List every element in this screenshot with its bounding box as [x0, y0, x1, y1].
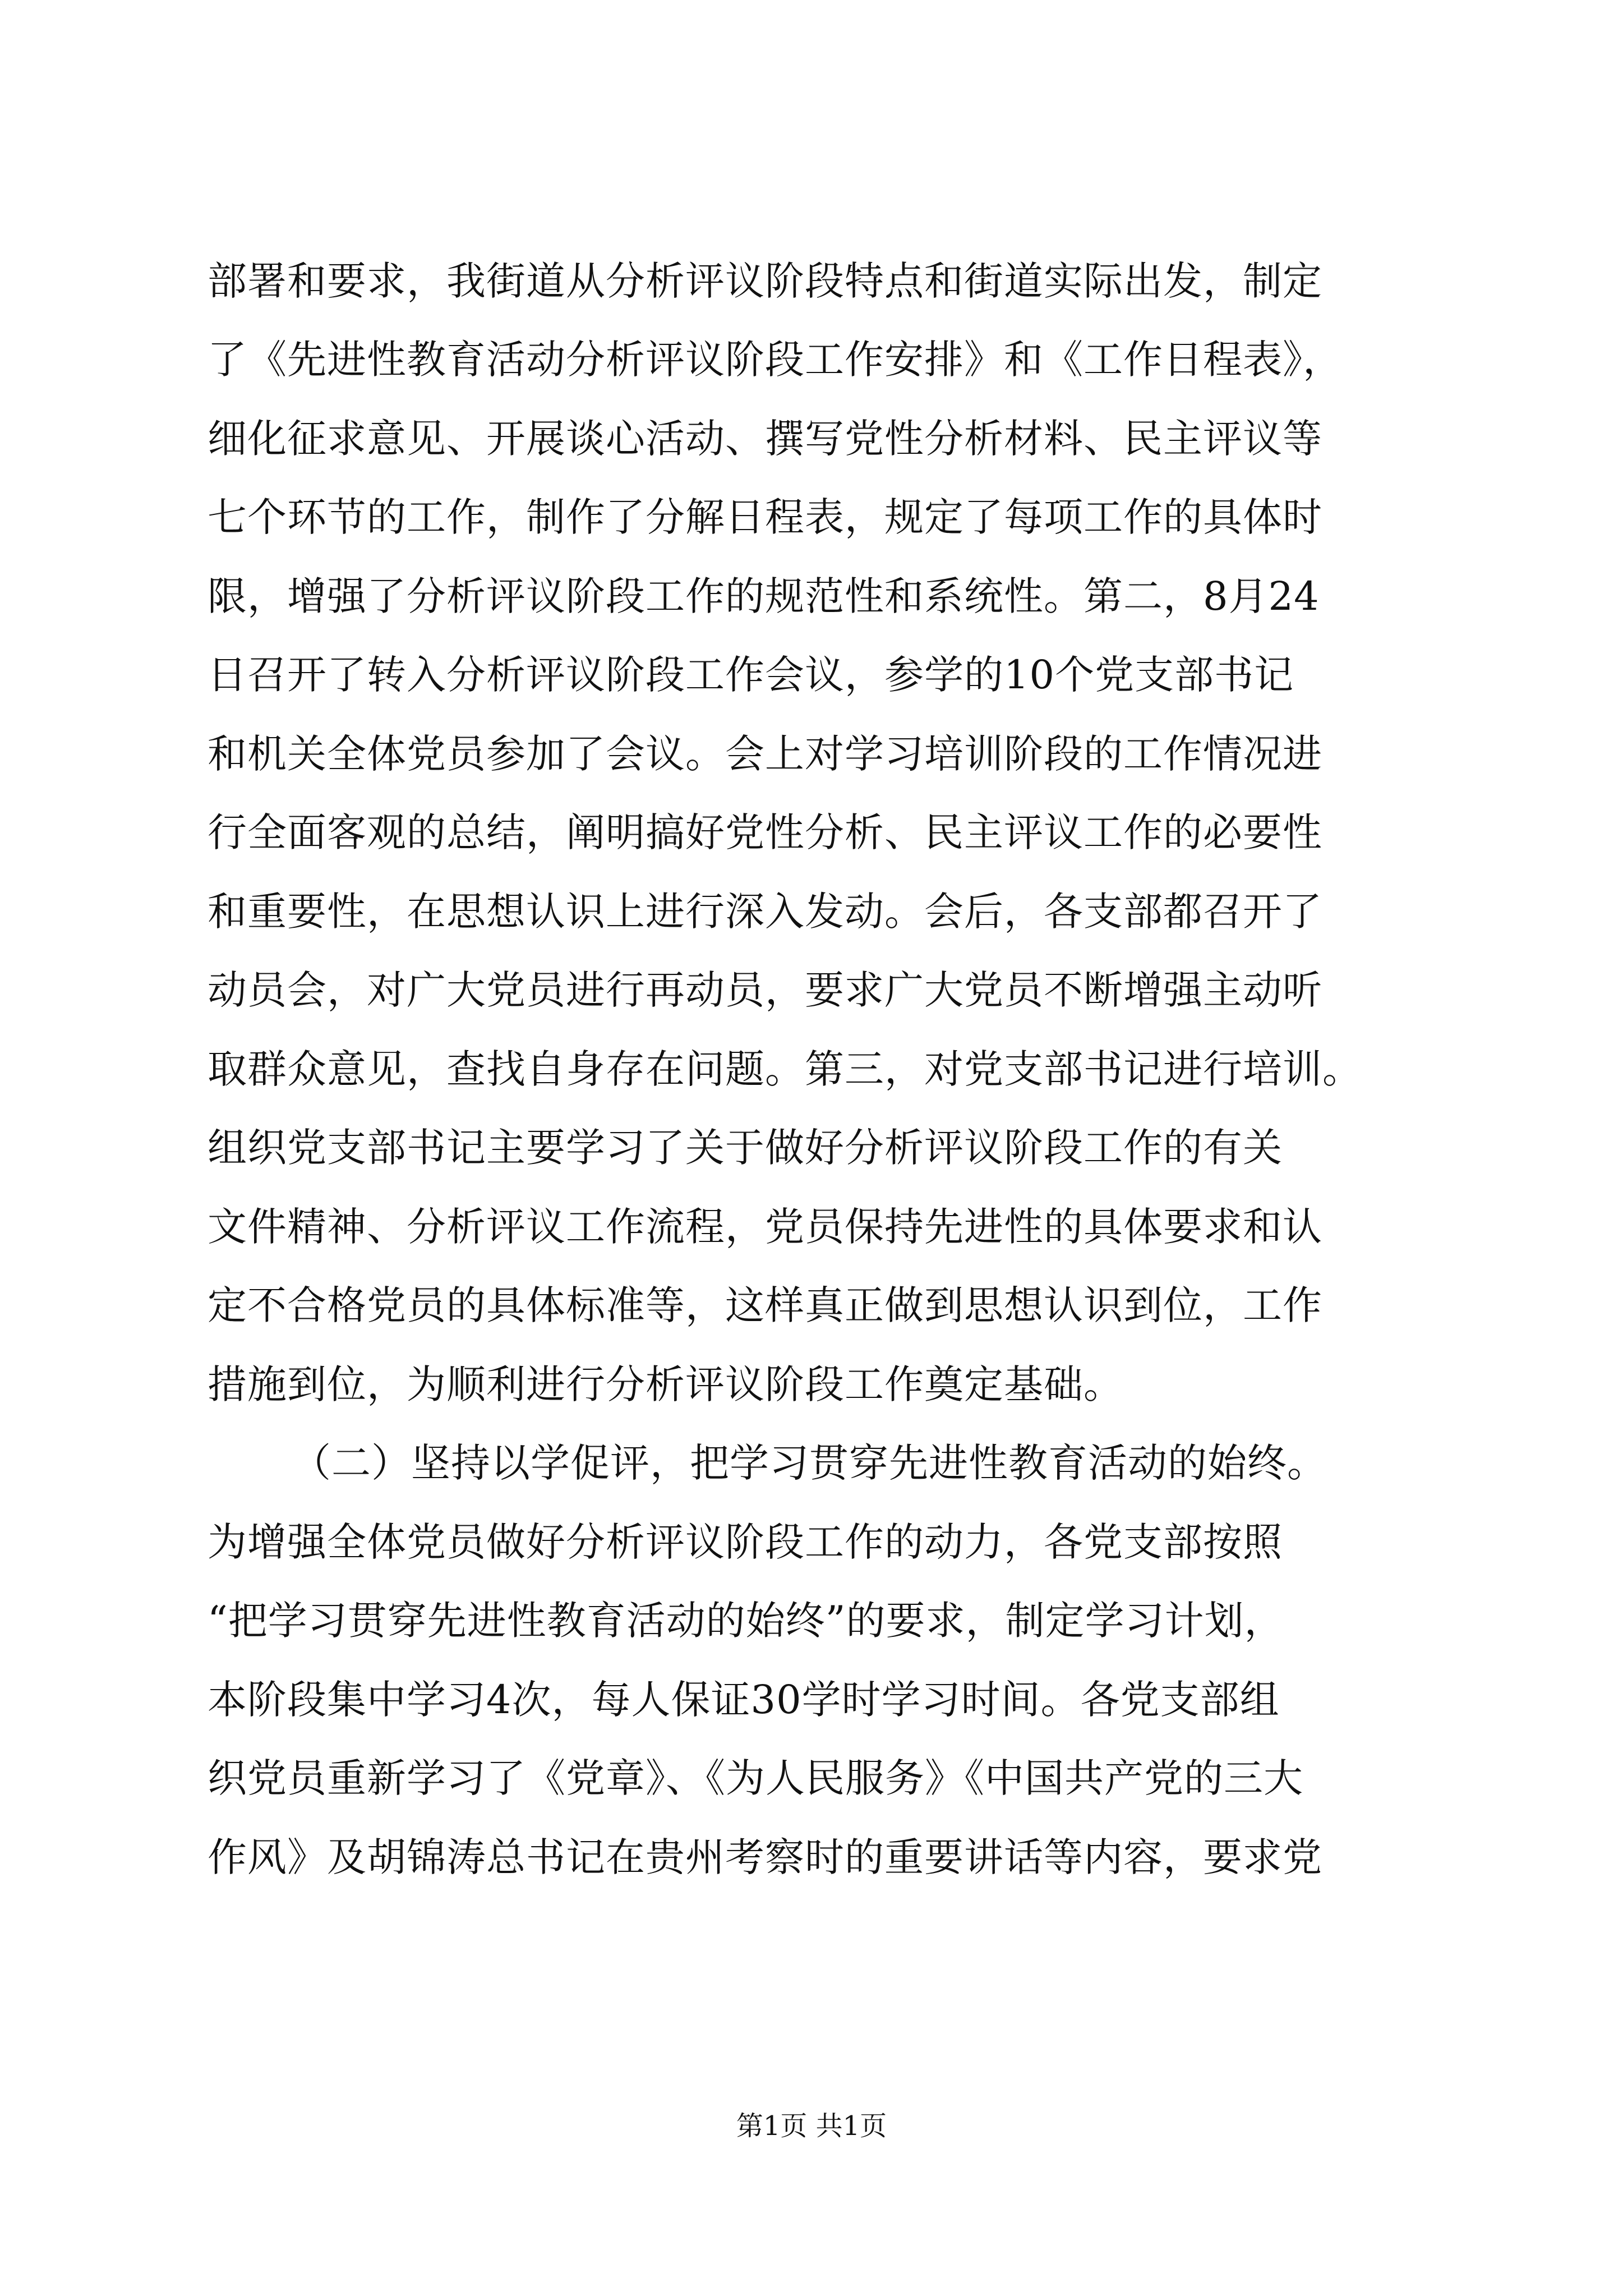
text-line: 定不合格党员的具体标准等，这样真正做到思想认识到位，工作	[208, 1282, 1322, 1328]
text-line: 限，增强了分析评议阶段工作的规范性和系统性。第二，8月24	[208, 573, 1320, 619]
section-heading-line: （二）坚持以学促评，把学习贯穿先进性教育活动的始终。	[292, 1440, 1327, 1486]
text-line: 日召开了转入分析评议阶段工作会议，参学的10个党支部书记	[208, 652, 1294, 698]
text-line: 七个环节的工作，制作了分解日程表，规定了每项工作的具体时	[208, 494, 1322, 540]
text-line: 部署和要求，我街道从分析评议阶段特点和街道实际出发，制定	[208, 258, 1322, 304]
text-line: 和机关全体党员参加了会议。会上对学习培训阶段的工作情况进	[208, 731, 1322, 777]
text-line: 本阶段集中学习4次，每人保证30学时学习时间。各党支部组	[208, 1677, 1280, 1723]
text-line: 措施到位，为顺利进行分析评议阶段工作奠定基础。	[208, 1361, 1123, 1407]
text-line: 动员会，对广大党员进行再动员，要求广大党员不断增强主动听	[208, 967, 1322, 1013]
page-footer: 第1页 共1页	[736, 2110, 887, 2142]
text-line: “把学习贯穿先进性教育活动的始终”的要求，制定学习计划，	[208, 1598, 1284, 1644]
text-line: 细化征求意见、开展谈心活动、撰写党性分析材料、民主评议等	[208, 416, 1322, 462]
text-line: 取群众意见，查找自身存在问题。第三，对党支部书记进行培训。	[208, 1046, 1362, 1092]
text-line: 组织党支部书记主要学习了关于做好分析评议阶段工作的有关	[208, 1125, 1283, 1171]
text-line: 文件精神、分析评议工作流程，党员保持先进性的具体要求和认	[208, 1204, 1322, 1250]
text-line: 织党员重新学习了《党章》、《为人民服务》《中国共产党的三大	[208, 1755, 1303, 1801]
text-line: 作风》及胡锦涛总书记在贵州考察时的重要讲话等内容，要求党	[208, 1834, 1322, 1880]
text-line: 了《先进性教育活动分析评议阶段工作安排》和《工作日程表》，	[208, 337, 1343, 383]
text-line: 和重要性，在思想认识上进行深入发动。会后，各支部都召开了	[208, 889, 1322, 935]
text-line: 行全面客观的总结，阐明搞好党性分析、民主评议工作的必要性	[208, 809, 1322, 855]
text-line: 为增强全体党员做好分析评议阶段工作的动力，各党支部按照	[208, 1519, 1283, 1565]
